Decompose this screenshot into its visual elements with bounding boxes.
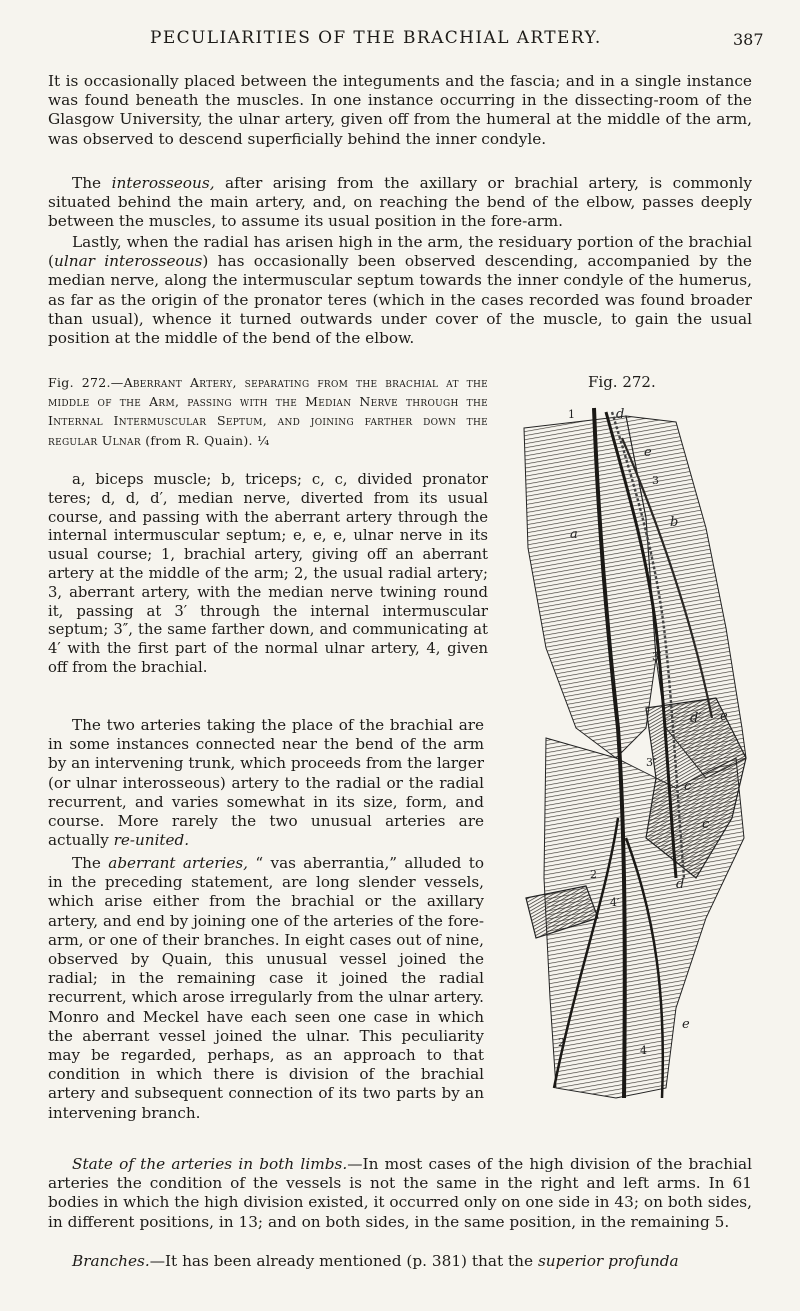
paragraph-5-rest: “ vas aberrantia,” alluded to in the preceding statement, are long slender vessels, which arise either from the brachial or the axillary artery, and end by joining one of the arteries of the fore-arm, or one of their branches. In eight cases out of nine, observed by Quain, this unusual vessel joined the radial; in the remaining case it joined the radial recurrent, which arose irregularly from the ulnar artery. Monro and Meckel have each seen one case in which the aberrant vessel joined the ulnar. This peculiarity may be regarded, perhaps, as an approach to that condition in which there is division of the brachial artery and subsequent connection of its two parts by an intervening branch. (48, 854, 485, 1122)
label-d-prime: d′ (690, 711, 702, 726)
paragraph-4-text: The two arteries taking the place of the brachial are in some instances connected near the bend of the arm by an intervening trunk, which proceeds from the larger (or ulnar interosseous) artery to the radial or the radial recurrent, and varies somewhat in its size, form, and course. More rarely the two unusual arteries are actually (48, 716, 484, 850)
paragraph-connecting-trunk (48, 716, 484, 850)
paragraph-aberrant-arteries (48, 854, 484, 1123)
label-2-lower: 2 (558, 1036, 565, 1049)
paragraph-both-limbs (48, 1155, 752, 1232)
paragraph-6-rest: —In most cases of the high division of the brachial arteries the condition of the vessels is not the same in the right and left arms. In 61 bodies in which the high division existed, it occurred only on one side in 43; on both sides, in different positions, in 13; and on both sides, in the same position, in the remaining 5. (48, 1155, 752, 1231)
label-b: b (670, 515, 679, 530)
figure-caption-heading: Aberrant Artery, separating from the brachial at the middle of the Arm, passing with the Median Nerve through the Internal Intermuscular Septum, and joining farther down the regular Ulnar (48, 375, 488, 448)
label-d-top: d (616, 407, 625, 422)
paragraph-3-lead: Lastly, when the radial has arisen high in the arm, the residuary portion of the brachial ( (48, 233, 752, 271)
figure-caption-source: (from R. Quain). ¼ (140, 432, 270, 448)
figure-caption-title (48, 373, 488, 450)
paragraph-2-rest: after arising from the axillary or brachial artery, is commonly situated behind the main artery, and, on reaching the bend of the elbow, passes deeply between the muscles, to assume its usual position in the fore-arm. (48, 174, 752, 231)
term-re-united: re-united. (113, 831, 190, 850)
label-e-mid: e (720, 709, 728, 724)
label-3: 3 (652, 474, 659, 487)
label-2-upper: 2 (590, 868, 597, 881)
figure-label: Fig. 272. (588, 373, 656, 391)
term-branches: Branches. (72, 1252, 150, 1270)
figure-caption-number: Fig. 272.— (48, 375, 124, 390)
arm-engraving (506, 398, 768, 1143)
paragraph-3-rest: ) has occasionally been observed descending, accompanied by the median nerve, along the intermuscular septum towards the inner condyle of the humerus, as far as the origin of the pronator teres (which in the cases recorded was found broader than usual), whence it turned outwards under cover of the muscle, to gain the usual position at the middle of the bend of the elbow. (48, 252, 752, 348)
paragraph-5-lead: The (72, 854, 109, 872)
paragraph-1-text: It is occasionally placed between the integuments and the fascia; and in a single instance was found beneath the muscles. In one instance occurring in the dissecting-room of the Glasgow University, the ulnar artery, given off from the humeral at the middle of the arm, was observed to descend superficially behind the inner condyle. (48, 72, 752, 148)
paragraph-branches (48, 1252, 752, 1271)
term-interosseous: interosseous, (111, 174, 215, 192)
label-d-lower: d (676, 877, 685, 892)
paragraph-ulnar-interosseous (48, 233, 752, 348)
term-state-of-arteries: State of the arteries in both limbs. (72, 1155, 348, 1173)
label-1-mid: 1 (610, 672, 617, 685)
anatomical-illustration (506, 398, 768, 1143)
label-1-top: 1 (568, 408, 575, 421)
label-c-lower: c (702, 817, 710, 832)
term-ulnar-interosseous: ulnar interosseous (53, 252, 203, 271)
label-e-lower: e (682, 1017, 690, 1032)
paragraph-1 (48, 72, 752, 149)
label-4-prime: 4′ (610, 896, 620, 909)
label-3-prime: 3′ (652, 650, 662, 663)
figure-caption-legend: a, biceps muscle; b, triceps; c, c, divided pronator teres; d, d, d′, median nerve, diverted from its usual course, and passing with the aberrant artery through the internal intermuscular septum; e, e, e, ulnar nerve in its usual course; 1, brachial artery, giving off an aberrant artery at the middle of the arm; 2, the usual radial artery; 3, aberrant artery, with the median nerve twining round it, passing at 3′ through the internal intermuscular septum; 3″, the same farther down, and communicating at 4′ with the first part of the normal ulnar artery, 4, given off from the brachial. (48, 471, 488, 676)
running-head (0, 28, 800, 54)
paragraph-7-mid: —It has been already mentioned (p. 381) that the (149, 1252, 538, 1270)
label-3-double-prime: 3″ (646, 756, 658, 769)
term-aberrant-arteries: aberrant arteries, (108, 854, 249, 872)
label-a: a (570, 527, 578, 542)
page-number: 387 (733, 30, 764, 49)
term-superior-profunda: superior profunda (537, 1252, 679, 1270)
label-c-upper: c (684, 779, 692, 794)
paragraph-2-lead: The (72, 174, 112, 192)
running-title: PECULIARITIES OF THE BRACHIAL ARTERY. (150, 28, 602, 48)
paragraph-interosseous (48, 174, 752, 232)
label-4: 4 (640, 1044, 647, 1057)
label-e-top: e (644, 445, 652, 460)
